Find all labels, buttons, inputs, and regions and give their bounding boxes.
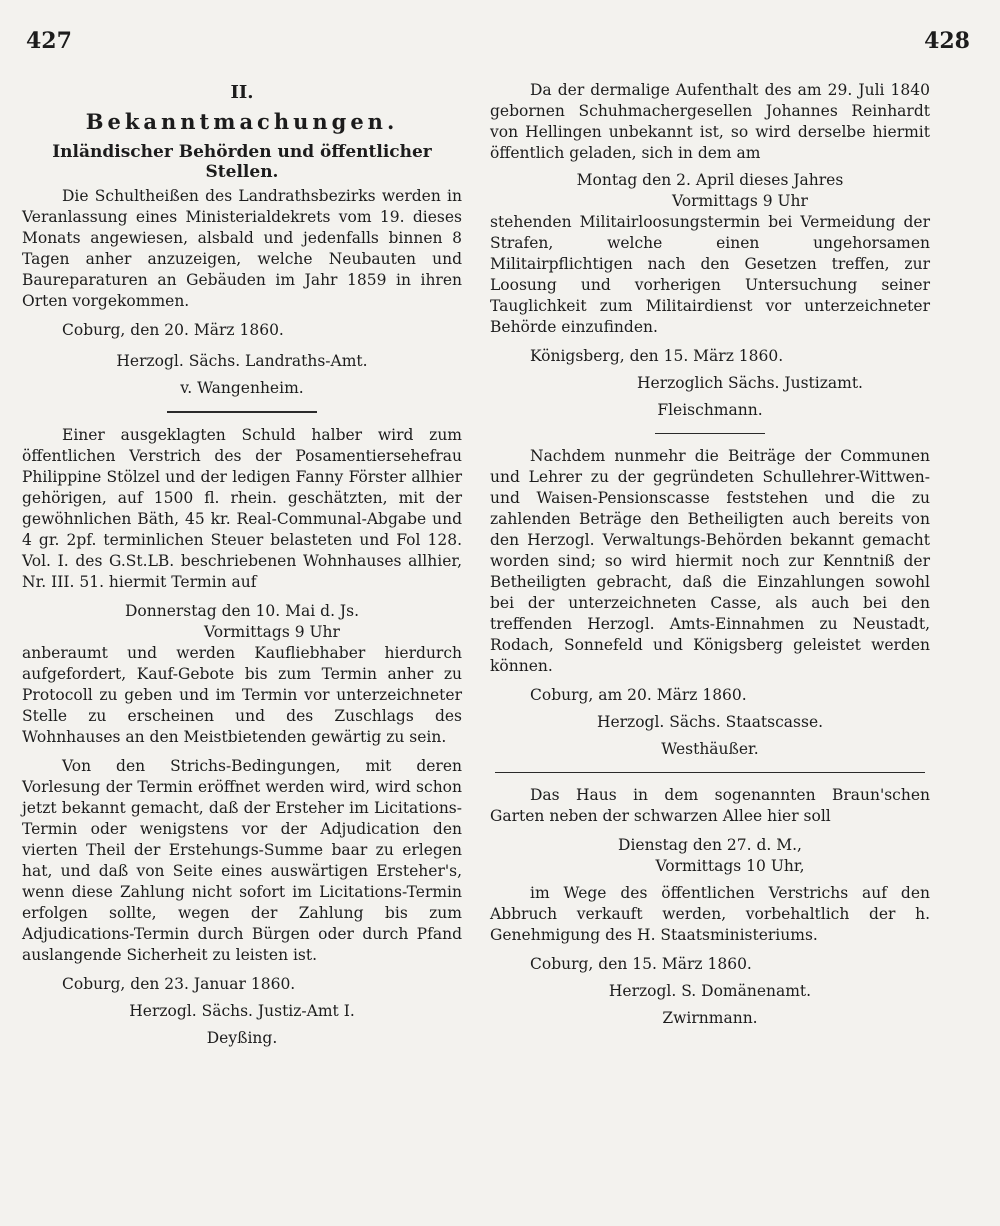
notice-body-continued: im Wege des öffentlichen Verstrichs auf den Abbruch verkauft werden, vorbehaltlich der h. Genehmigung des H. Staatsministeriums. [490, 884, 930, 944]
notice-authority: Herzogl. S. Domänenamt. [608, 982, 812, 1000]
left-column [22, 80, 462, 1049]
section-number: II. [230, 82, 254, 103]
notice-pensionscasse [490, 446, 930, 760]
notice-signature: v. Wangenheim. [180, 379, 304, 397]
notice-time: Vormittags 10 Uhr, [655, 857, 805, 875]
notice-signature: Fleischmann. [657, 401, 763, 419]
notice-date: Montag den 2. April dieses Jahres [576, 171, 844, 189]
notice-time: Vormittags 9 Uhr [204, 623, 340, 641]
notice-verstrich-wohnhaus [22, 425, 462, 1049]
divider [495, 772, 925, 773]
notice-signature: Deyßing. [206, 1029, 278, 1047]
notice-signature: Westhäußer. [661, 740, 759, 758]
divider [167, 411, 317, 413]
notice-place-date: Coburg, am 20. März 1860. [530, 686, 747, 704]
divider [655, 433, 765, 434]
notice-schultheissen [22, 186, 462, 399]
section-subheading: Inländischer Behörden und öffentlicher Stellen. [52, 142, 432, 182]
page-number-right: 428 [924, 28, 970, 54]
notice-body: Einer ausgeklagten Schuld halber wird zum öffentlichen Verstrich des der Posamentiersehefrau Philippine Stölzel und der ledigen Fanny Förster allhier gehörigen, auf 1500 fl. rhein. geschätzten, mit der gewöhnlichen Bäth, 45 kr. Real-Communal-Abgabe und 4 gr. 2pf. terminlichen Steuer belasteten und Fol 128. Vol. I. des G.St.LB. beschriebenen Wohnhauses allhier, Nr. III. 51. hiermit Termin auf [22, 426, 462, 591]
notice-haus-abbruch [490, 785, 930, 1029]
right-column [490, 80, 930, 1029]
page-number-left: 427 [26, 28, 72, 54]
notice-body: Nachdem nunmehr die Beiträge der Communen und Lehrer zu der gegründeten Schullehrer-Wittwen- und Waisen-Pensionscasse feststehen und die zu zahlenden Beträge den Betheiligten auch bereits von den Herzogl. Verwaltungs-Behörden bekannt gemacht worden sind; so wird hiermit noch zur Kenntniß der Betheiligten gebracht, daß die Einzahlungen sowohl bei der unterzeichneten Casse, als auch bei den treffenden Herzogl. Amts-Einnahmen zu Neustadt, Rodach, Sonnefeld und Königsberg geleistet werden können. [490, 447, 930, 675]
notice-body: Da der dermalige Aufenthalt des am 29. Juli 1840 gebornen Schuhmachergesellen Johannes Reinhardt von Hellingen unbekannt ist, so wird derselbe hiermit öffentlich geladen, sich in dem am [490, 81, 930, 162]
notice-date: Dienstag den 27. d. M., [618, 836, 802, 854]
notice-conditions: Von den Strichs-Bedingungen, mit deren Vorlesung der Termin eröffnet werden wird, wird schon jetzt bekannt gemacht, daß der Ersteher im Licitations-Termin oder wenigstens vor der Adjudication den vierten Theil der Erstehungs-Summe baar zu erlegen hat, und daß von Seite eines auswärtigen Ersteher's, wenn diese Zahlung nicht sofort im Licitations-Termin erfolgen sollte, wegen der Zahlung bis zum Adjudications-Termin durch Bürgen oder durch Pfand auslangende Sicherheit zu leisten ist. [22, 757, 462, 964]
notice-time: Vormittags 9 Uhr [672, 192, 808, 210]
notice-place-date: Coburg, den 23. Januar 1860. [62, 975, 296, 993]
notice-place-date: Coburg, den 15. März 1860. [530, 955, 752, 973]
notice-body: Die Schultheißen des Landrathsbezirks werden in Veranlassung eines Ministerialdekrets vom 19. dieses Monats angewiesen, alsbald und jedenfalls binnen 8 Tagen anher anzuzeigen, welche Neubauten und Baureparaturen an Gebäuden im Jahr 1859 in ihren Orten vorgekommen. [22, 187, 462, 310]
notice-militairloosung [490, 80, 930, 421]
notice-place-date: Königsberg, den 15. März 1860. [530, 347, 784, 365]
notice-signature: Zwirnmann. [662, 1009, 758, 1027]
notice-body: Das Haus in dem sogenannten Braun'schen Garten neben der schwarzen Allee hier soll [490, 786, 930, 825]
notice-date: Donnerstag den 10. Mai d. Js. [124, 602, 360, 620]
notice-authority: Herzogl. Sächs. Staatscasse. [596, 713, 824, 731]
section-heading: Bekanntmachungen. [85, 109, 399, 134]
notice-body-continued: stehenden Militairloosungstermin bei Vermeidung der Strafen, welche einen ungehorsamen Militairpflichtigen nach den Gesetzen treffen, zur Loosung und vorherigen Untersuchung seiner Tauglichkeit zum Militairdienst vor unterzeichneter Behörde einzufinden. [490, 213, 930, 336]
notice-place-date: Coburg, den 20. März 1860. [62, 321, 284, 339]
notice-authority: Herzogl. Sächs. Justiz-Amt I. [129, 1002, 355, 1020]
notice-body-continued: anberaumt und werden Kaufliebhaber hierdurch aufgefordert, Kauf-Gebote bis zum Termin anher zu Protocoll zu geben und im Termin vor unterzeichneter Stelle zu erscheinen und des Zuschlags des Wohnhauses an den Meistbietenden gewärtig zu sein. [22, 644, 462, 746]
notice-authority: Herzoglich Sächs. Justizamt. [637, 374, 863, 392]
notice-authority: Herzogl. Sächs. Landraths-Amt. [116, 352, 368, 370]
